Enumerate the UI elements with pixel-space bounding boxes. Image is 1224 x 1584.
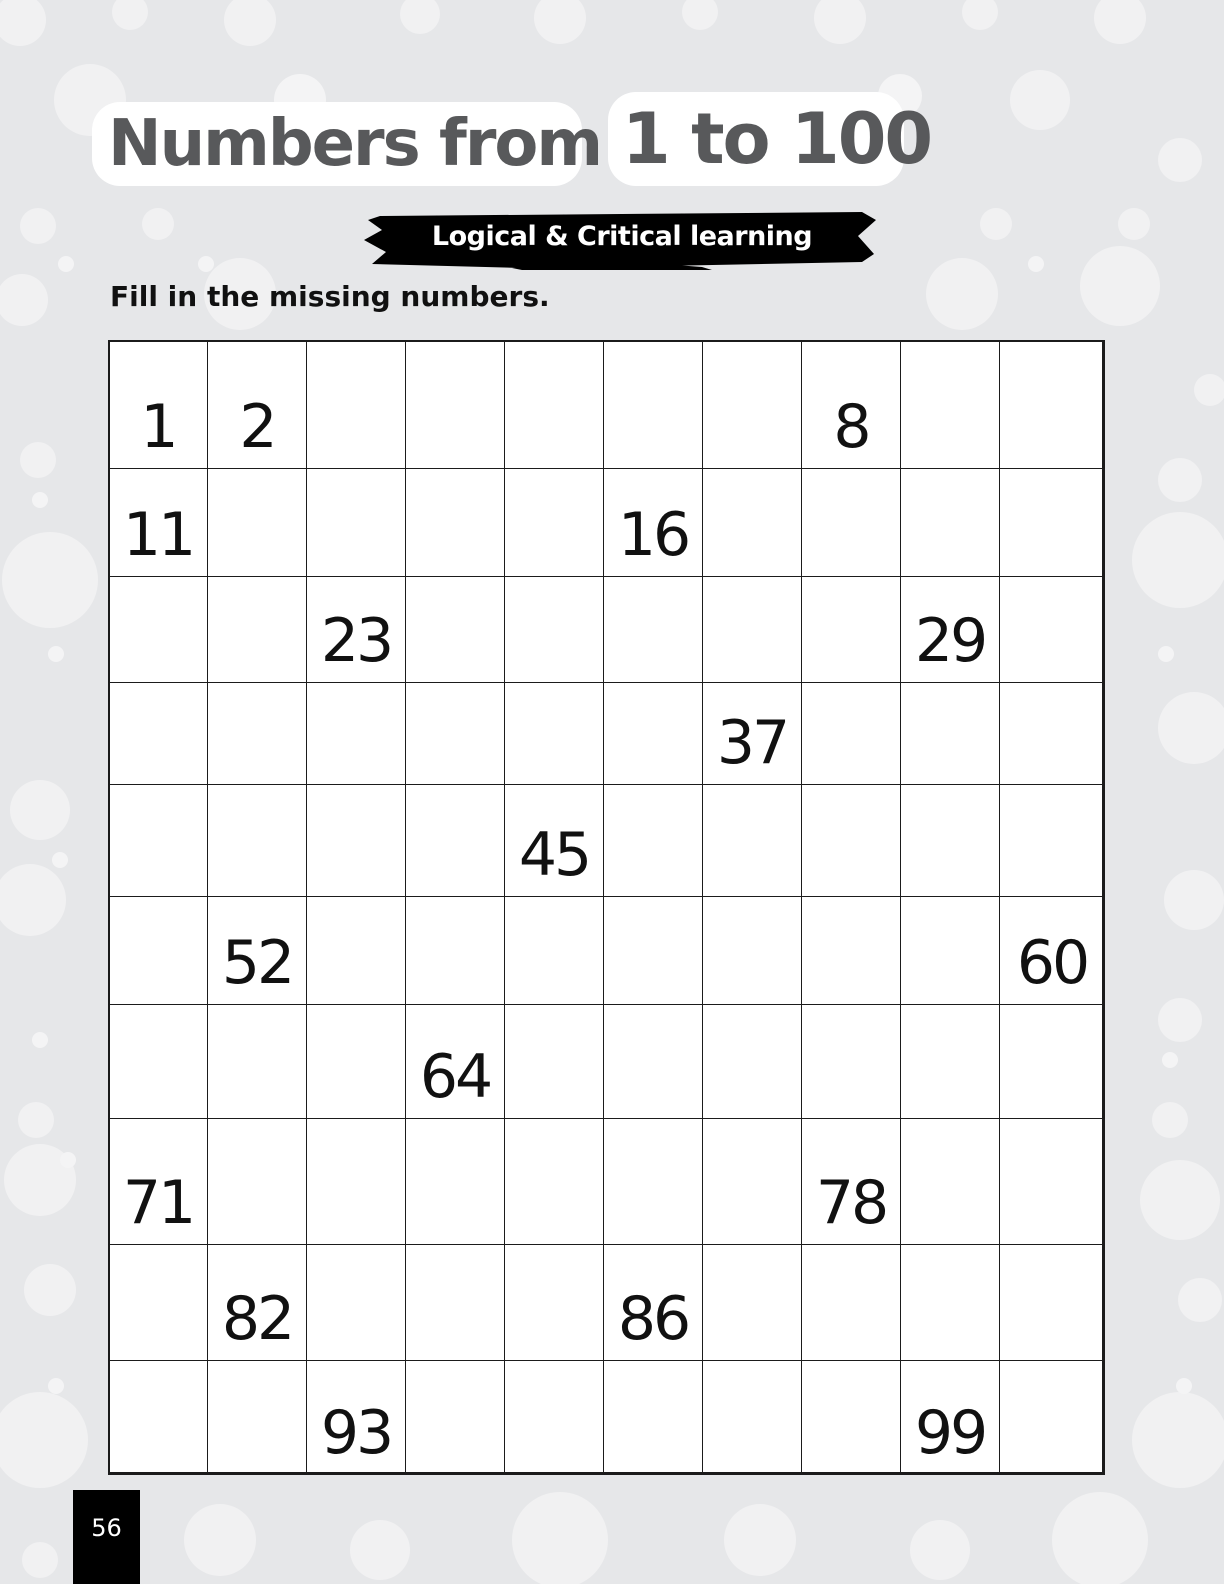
grid-cell-blank[interactable] [900,340,1000,469]
grid-cell-given: 2 [207,340,307,469]
grid-cell-given: 37 [702,682,802,785]
grid-cell-blank[interactable] [900,896,1000,1005]
grid-cell-blank[interactable] [702,468,802,577]
subtitle-banner [362,206,882,272]
grid-cell-blank[interactable] [900,1004,1000,1119]
grid-cell-blank[interactable] [207,682,307,785]
grid-cell-blank[interactable] [900,468,1000,577]
grid-cell-given: 16 [603,468,703,577]
grid-cell-blank[interactable] [405,340,505,469]
grid-cell-blank[interactable] [801,896,901,1005]
grid-cell-given: 45 [504,784,604,897]
grid-cell-blank[interactable] [702,1244,802,1361]
grid-cell-blank[interactable] [603,784,703,897]
grid-cell-blank[interactable] [207,1004,307,1119]
grid-cell-blank[interactable] [801,682,901,785]
grid-cell-blank[interactable] [405,576,505,683]
grid-cell-blank[interactable] [603,1118,703,1245]
grid-cell-blank[interactable] [504,576,604,683]
grid-cell-blank[interactable] [702,576,802,683]
grid-cell-blank[interactable] [306,682,406,785]
grid-cell-blank[interactable] [504,1244,604,1361]
grid-cell-blank[interactable] [999,784,1105,897]
grid-cell-blank[interactable] [702,896,802,1005]
grid-cell-blank[interactable] [504,340,604,469]
grid-cell-blank[interactable] [900,1118,1000,1245]
number-grid [108,340,1104,1474]
grid-cell-blank[interactable] [108,1244,208,1361]
grid-cell-blank[interactable] [108,1360,208,1475]
grid-cell-blank[interactable] [999,1004,1105,1119]
grid-cell-blank[interactable] [405,784,505,897]
grid-cell-blank[interactable] [900,682,1000,785]
grid-cell-given: 52 [207,896,307,1005]
grid-cell-blank[interactable] [504,682,604,785]
grid-cell-blank[interactable] [405,682,505,785]
grid-cell-blank[interactable] [900,1244,1000,1361]
grid-cell-blank[interactable] [108,784,208,897]
grid-cell-blank[interactable] [999,1360,1105,1475]
grid-cell-blank[interactable] [801,1360,901,1475]
grid-cell-blank[interactable] [207,784,307,897]
grid-cell-blank[interactable] [306,784,406,897]
grid-cell-blank[interactable] [405,1244,505,1361]
grid-cell-blank[interactable] [702,1118,802,1245]
grid-cell-blank[interactable] [702,1360,802,1475]
grid-cell-blank[interactable] [603,576,703,683]
grid-cell-given: 60 [999,896,1105,1005]
grid-cell-blank[interactable] [504,468,604,577]
grid-cell-blank[interactable] [306,340,406,469]
grid-cell-blank[interactable] [306,1004,406,1119]
grid-cell-blank[interactable] [999,576,1105,683]
grid-cell-blank[interactable] [504,1360,604,1475]
grid-cell-blank[interactable] [999,468,1105,577]
grid-cell-blank[interactable] [801,1004,901,1119]
grid-cell-given: 64 [405,1004,505,1119]
grid-cell-blank[interactable] [108,1004,208,1119]
grid-cell-blank[interactable] [603,340,703,469]
grid-cell-blank[interactable] [504,1004,604,1119]
grid-cell-given: 8 [801,340,901,469]
grid-cell-given: 82 [207,1244,307,1361]
grid-cell-blank[interactable] [900,784,1000,897]
grid-cell-blank[interactable] [306,1118,406,1245]
grid-cell-blank[interactable] [108,576,208,683]
grid-cell-blank[interactable] [603,682,703,785]
grid-cell-blank[interactable] [108,682,208,785]
grid-cell-blank[interactable] [702,1004,802,1119]
grid-cell-given: 86 [603,1244,703,1361]
grid-cell-blank[interactable] [603,896,703,1005]
grid-cell-given: 23 [306,576,406,683]
grid-cell-blank[interactable] [702,784,802,897]
grid-cell-given: 78 [801,1118,901,1245]
grid-cell-blank[interactable] [801,468,901,577]
grid-cell-blank[interactable] [405,1118,505,1245]
grid-cell-blank[interactable] [801,576,901,683]
grid-cell-blank[interactable] [603,1360,703,1475]
grid-cell-blank[interactable] [207,576,307,683]
grid-cell-blank[interactable] [702,340,802,469]
grid-cell-given: 93 [306,1360,406,1475]
grid-cell-given: 11 [108,468,208,577]
grid-cell-given: 71 [108,1118,208,1245]
instruction-text: Fill in the missing numbers. [110,280,550,313]
grid-cell-blank[interactable] [999,1244,1105,1361]
grid-cell-blank[interactable] [504,1118,604,1245]
page-number: 56 [73,1490,140,1584]
grid-cell-blank[interactable] [207,468,307,577]
grid-cell-blank[interactable] [306,896,406,1005]
grid-cell-blank[interactable] [405,896,505,1005]
grid-cell-blank[interactable] [999,340,1105,469]
grid-cell-blank[interactable] [207,1360,307,1475]
grid-cell-given: 1 [108,340,208,469]
title-part-1: Numbers from [92,102,582,186]
title-part-2: 1 to 100 [608,92,904,186]
grid-cell-blank[interactable] [801,784,901,897]
grid-cell-blank[interactable] [207,1118,307,1245]
grid-cell-blank[interactable] [504,896,604,1005]
grid-cell-blank[interactable] [405,468,505,577]
grid-cell-blank[interactable] [999,682,1105,785]
grid-cell-given: 29 [900,576,1000,683]
grid-cell-blank[interactable] [999,1118,1105,1245]
grid-cell-blank[interactable] [801,1244,901,1361]
grid-cell-blank[interactable] [405,1360,505,1475]
banner-label: Logical & Critical learning [431,221,813,252]
grid-cell-blank[interactable] [108,896,208,1005]
grid-cell-blank[interactable] [603,1004,703,1119]
grid-cell-given: 99 [900,1360,1000,1475]
grid-cell-blank[interactable] [306,1244,406,1361]
grid-cell-blank[interactable] [306,468,406,577]
